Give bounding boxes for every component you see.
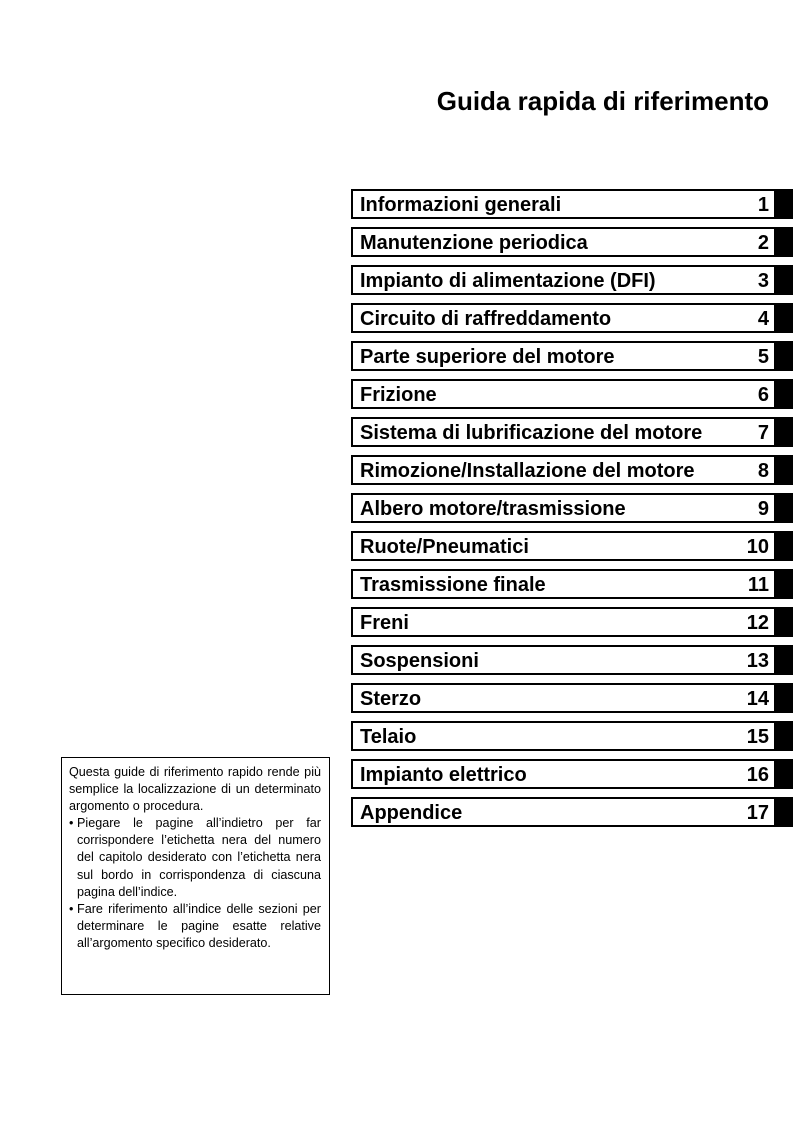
chapter-title: Rimozione/Installazione del motore [360,460,695,482]
info-bullet-text: Piegare le pagine all’indietro per far corrispondere l’etichetta nera del numero del capitolo desiderato con l’etichetta nera sul bordo in corrispondenza di ciascuna pagina dell’indice. [77,816,321,899]
chapter-row[interactable] [351,189,793,219]
chapter-box[interactable] [351,227,776,257]
page-title: Guida rapida di riferimento [436,86,769,116]
chapter-tab-marker [776,683,793,713]
chapter-row[interactable] [351,493,793,523]
chapter-title: Appendice [360,802,463,824]
chapter-tab-marker [776,379,793,409]
chapter-number: 15 [746,726,769,748]
info-bullet [69,815,321,900]
chapter-box[interactable] [351,531,776,561]
chapter-tab-marker [776,341,793,371]
chapter-box[interactable] [351,759,776,789]
chapter-tab-marker [776,607,793,637]
chapter-title: Freni [360,612,409,634]
chapter-row[interactable] [351,417,793,447]
chapter-row[interactable] [351,265,793,295]
chapter-title: Sospensioni [360,650,479,672]
chapter-number: 7 [757,422,769,444]
chapter-number: 5 [757,346,769,368]
chapter-tab-marker [776,645,793,675]
chapter-tab-marker [776,227,793,257]
chapter-row[interactable] [351,569,793,599]
chapter-number: 1 [757,194,769,216]
chapter-box[interactable] [351,417,776,447]
chapter-tab-marker [776,417,793,447]
chapter-number: 9 [757,498,769,520]
chapter-tab-marker [776,265,793,295]
chapter-box[interactable] [351,455,776,485]
chapter-row[interactable] [351,455,793,485]
chapter-number: 6 [757,384,769,406]
chapter-tab-marker [776,493,793,523]
chapter-box[interactable] [351,721,776,751]
chapter-title: Circuito di raffreddamento [360,308,612,330]
chapter-title: Albero motore/trasmissione [360,498,626,520]
chapter-title: Sistema di lubrificazione del motore [360,422,703,444]
chapter-tab-marker [776,759,793,789]
chapter-number: 3 [757,270,769,292]
chapter-box[interactable] [351,265,776,295]
chapter-box[interactable] [351,607,776,637]
chapter-number: 8 [757,460,769,482]
chapter-box[interactable] [351,189,776,219]
chapter-row[interactable] [351,531,793,561]
chapter-title: Telaio [360,726,417,748]
info-bullet [69,901,321,952]
chapter-box[interactable] [351,303,776,333]
chapter-tab-marker [776,569,793,599]
chapter-row[interactable] [351,683,793,713]
chapter-tab-marker [776,189,793,219]
info-box [61,757,330,995]
chapter-box[interactable] [351,569,776,599]
chapter-title: Ruote/Pneumatici [360,536,529,558]
chapter-row[interactable] [351,607,793,637]
chapter-row[interactable] [351,227,793,257]
chapter-tab-marker [776,455,793,485]
chapter-box[interactable] [351,645,776,675]
chapter-row[interactable] [351,721,793,751]
bullet-icon: • [69,901,74,916]
chapter-tab-marker [776,721,793,751]
chapter-row[interactable] [351,379,793,409]
chapter-box[interactable] [351,379,776,409]
chapter-title: Impianto di alimentazione (DFI) [360,270,656,292]
info-intro: Questa guide di riferimento rapido rende più semplice la localizzazione di un determinato argomento o procedura. [69,765,321,814]
chapter-row[interactable] [351,341,793,371]
chapter-number: 12 [746,612,769,634]
chapter-row[interactable] [351,303,793,333]
chapter-title: Frizione [360,384,437,406]
chapter-row[interactable] [351,645,793,675]
chapter-number: 16 [746,764,769,786]
chapter-title: Manutenzione periodica [360,232,588,254]
chapter-title: Informazioni generali [360,194,562,216]
chapter-tab-marker [776,797,793,827]
chapter-number: 13 [746,650,769,672]
chapter-row[interactable] [351,797,793,827]
info-bullet-text: Fare riferimento all’indice delle sezioni per determinare le pagine esatte relative all’argomento specifico desiderato. [77,901,321,950]
chapter-box[interactable] [351,341,776,371]
chapter-number: 17 [746,802,769,824]
bullet-icon: • [69,816,74,831]
chapter-box[interactable] [351,683,776,713]
chapter-box[interactable] [351,797,776,827]
chapter-title: Impianto elettrico [360,764,527,786]
chapter-list [351,189,793,835]
chapter-title: Sterzo [360,688,422,710]
chapter-tab-marker [776,531,793,561]
chapter-number: 11 [747,574,769,596]
chapter-tab-marker [776,303,793,333]
chapter-row[interactable] [351,759,793,789]
chapter-number: 4 [757,308,769,330]
chapter-title: Parte superiore del motore [360,346,615,368]
chapter-number: 14 [746,688,769,710]
chapter-number: 10 [746,536,769,558]
chapter-number: 2 [757,232,769,254]
chapter-box[interactable] [351,493,776,523]
chapter-title: Trasmissione finale [360,574,546,596]
